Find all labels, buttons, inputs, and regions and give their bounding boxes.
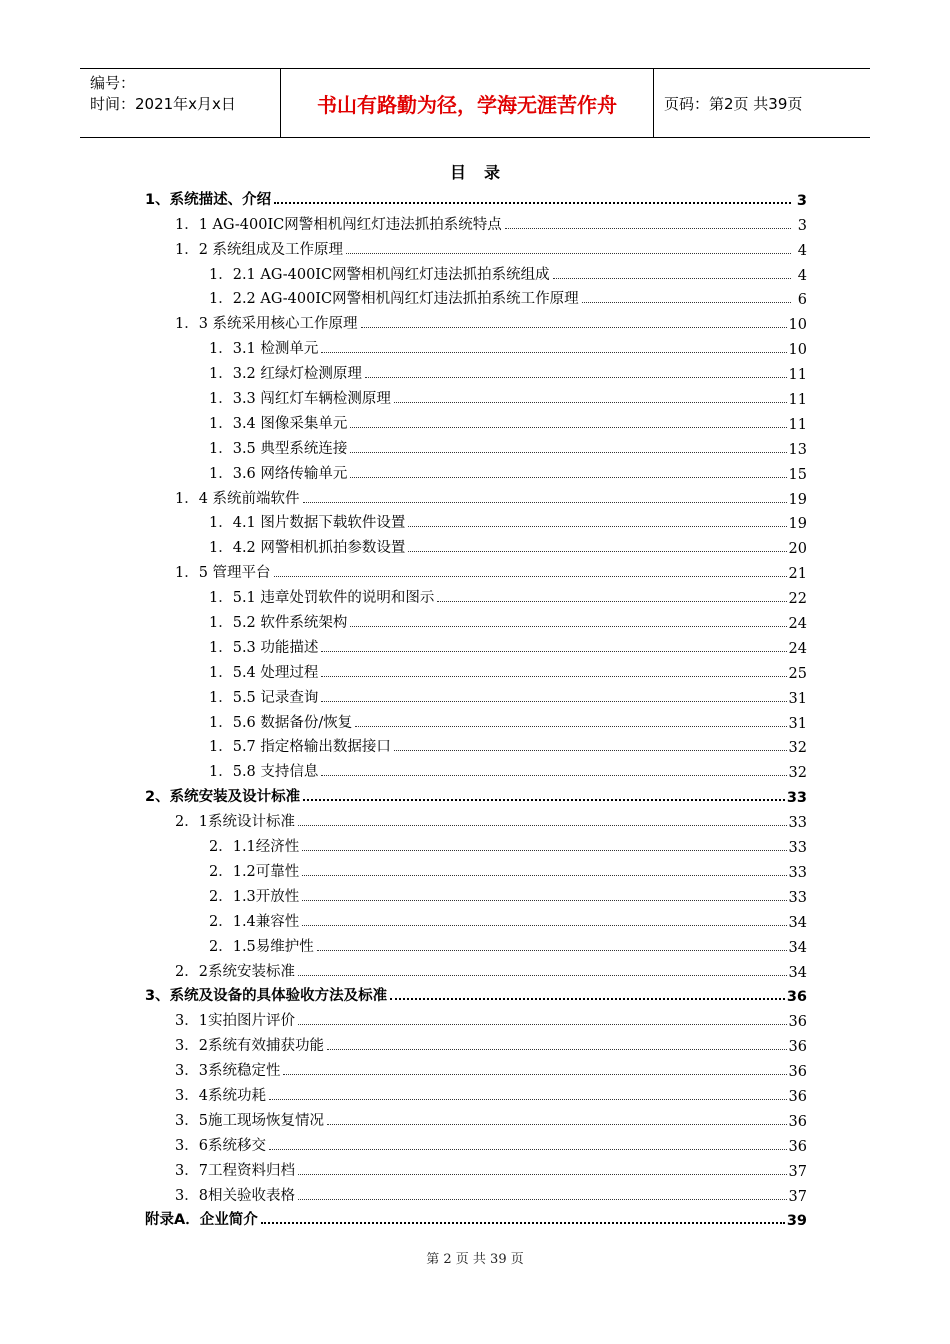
toc-entry-page: 36: [788, 1064, 807, 1081]
table-of-contents: [145, 184, 807, 1229]
toc-entry-title: 1．3.4 图像采集单元: [209, 412, 348, 433]
toc-entry-page: 33: [788, 815, 807, 832]
toc-entry-title: 1．5.3 功能描述: [209, 636, 319, 657]
toc-entry[interactable]: [145, 333, 807, 358]
toc-entry-title: 1．3.2 红绿灯检测原理: [209, 362, 363, 383]
toc-entry[interactable]: [145, 532, 807, 557]
toc-entry[interactable]: [145, 408, 807, 433]
toc-entry[interactable]: [145, 1105, 807, 1130]
toc-dot-leader: [302, 900, 786, 901]
toc-dot-leader: [261, 1222, 785, 1224]
toc-entry[interactable]: [145, 1005, 807, 1030]
toc-entry-title: 1．5.5 记录查询: [209, 686, 319, 707]
toc-dot-leader: [298, 1174, 787, 1175]
toc-entry[interactable]: [145, 956, 807, 981]
toc-dot-leader: [269, 1149, 787, 1150]
toc-dot-leader: [350, 626, 786, 627]
toc-entry[interactable]: [145, 458, 807, 483]
toc-entry-title: 2．1.5易维护性: [209, 935, 315, 956]
toc-entry-page: 4: [793, 268, 807, 284]
toc-dot-leader: [553, 278, 791, 279]
toc-entry-title: 2．1.4兼容性: [209, 910, 300, 931]
toc-entry-page: 22: [788, 591, 807, 608]
toc-entry-title: 1．3.5 典型系统连接: [209, 437, 348, 458]
toc-dot-leader: [437, 601, 786, 602]
toc-entry-page: 36: [788, 1138, 807, 1155]
toc-entry[interactable]: [145, 383, 807, 408]
toc-entry-title: 2．1.1经济性: [209, 835, 300, 856]
toc-dot-leader: [321, 676, 786, 677]
toc-entry-page: 10: [788, 317, 807, 334]
toc-entry[interactable]: [145, 184, 807, 209]
toc-dot-leader: [350, 427, 786, 428]
document-number-label: 编号：: [90, 74, 136, 92]
toc-entry-title: 1．3 系统采用核心工作原理: [175, 312, 359, 333]
toc-entry[interactable]: [145, 1030, 807, 1055]
toc-entry-title: 1、系统描述、介绍: [145, 188, 272, 209]
toc-dot-leader: [505, 228, 791, 229]
toc-entry-title: 1．5.4 处理过程: [209, 661, 319, 682]
toc-dot-leader: [361, 327, 787, 328]
toc-dot-leader: [346, 253, 791, 254]
toc-entry-page: 11: [788, 367, 807, 384]
toc-entry-page: 33: [786, 790, 807, 807]
toc-dot-leader: [298, 1199, 787, 1200]
toc-entry-title: 1．3.3 闯红灯车辆检测原理: [209, 387, 392, 408]
toc-entry-page: 34: [788, 939, 807, 956]
toc-entry-page: 36: [786, 989, 807, 1006]
toc-entry[interactable]: [145, 557, 807, 582]
toc-entry-title: 3．5施工现场恢复情况: [175, 1109, 325, 1130]
toc-entry-title: 1．3.1 检测单元: [209, 337, 319, 358]
toc-dot-leader: [394, 750, 787, 751]
toc-entry[interactable]: [145, 508, 807, 533]
toc-entry[interactable]: [145, 781, 807, 806]
toc-dot-leader: [365, 377, 787, 378]
toc-entry-title: 1．4.1 图片数据下载软件设置: [209, 511, 406, 532]
toc-entry-title: 1．5.7 指定格输出数据接口: [209, 735, 392, 756]
toc-entry-title: 3．6系统移交: [175, 1134, 267, 1155]
toc-entry-title: 3．1实拍图片评价: [175, 1009, 296, 1030]
toc-entry-title: 1．4 系统前端软件: [175, 487, 301, 508]
toc-entry-title: 2．2系统安装标准: [175, 960, 296, 981]
document-date-label: 时间：2021年x月x日: [90, 95, 236, 113]
toc-title: 目录: [449, 163, 518, 182]
toc-entry-page: 24: [788, 616, 807, 633]
toc-dot-leader: [582, 302, 791, 303]
toc-entry-title: 1．5.8 支持信息: [209, 760, 319, 781]
toc-entry[interactable]: [145, 1180, 807, 1205]
toc-entry[interactable]: [145, 906, 807, 931]
toc-entry-page: 31: [788, 690, 807, 707]
toc-entry-page: 36: [788, 1014, 807, 1031]
toc-dot-leader: [408, 526, 786, 527]
toc-dot-leader: [317, 950, 787, 951]
toc-entry-title: 1．5.2 软件系统架构: [209, 611, 348, 632]
toc-entry[interactable]: [145, 209, 807, 234]
toc-entry-page: 34: [788, 964, 807, 981]
toc-entry[interactable]: [145, 1055, 807, 1080]
toc-entry-page: 11: [788, 392, 807, 409]
toc-entry[interactable]: [145, 358, 807, 383]
toc-entry-title: 1．1 AG-400IC网警相机闯红灯违法抓拍系统特点: [175, 213, 503, 234]
toc-entry-page: 36: [788, 1039, 807, 1056]
toc-entry-page: 39: [786, 1213, 807, 1230]
toc-dot-leader: [394, 402, 787, 403]
toc-dot-leader: [303, 502, 787, 503]
toc-entry[interactable]: [145, 607, 807, 632]
toc-dot-leader: [302, 875, 786, 876]
toc-dot-leader: [327, 1049, 787, 1050]
toc-entry-page: 33: [788, 864, 807, 881]
toc-entry-page: 32: [788, 740, 807, 757]
toc-entry-title: 3．4系统功耗: [175, 1084, 267, 1105]
toc-entry-page: 36: [788, 1113, 807, 1130]
toc-entry-title: 3、系统及设备的具体验收方法及标准: [145, 984, 388, 1005]
toc-entry-page: 6: [793, 292, 807, 308]
toc-entry[interactable]: [145, 756, 807, 781]
toc-dot-leader: [321, 352, 786, 353]
toc-dot-leader: [298, 975, 787, 976]
toc-entry[interactable]: [145, 657, 807, 682]
toc-entry-title: 1．5.1 违章处罚软件的说明和图示: [209, 586, 435, 607]
page-header: [80, 68, 870, 138]
header-page-label: 页码：第2页 共39页: [664, 94, 803, 113]
toc-dot-leader: [302, 925, 786, 926]
toc-entry-page: 33: [788, 889, 807, 906]
toc-entry-title: 1．2 系统组成及工作原理: [175, 238, 344, 259]
toc-entry-page: 33: [788, 840, 807, 857]
toc-entry-page: 31: [788, 715, 807, 732]
toc-entry-title: 1．3.6 网络传输单元: [209, 462, 348, 483]
toc-dot-leader: [327, 1124, 787, 1125]
toc-entry[interactable]: [145, 831, 807, 856]
toc-dot-leader: [321, 701, 786, 702]
toc-entry-title: 附录A．企业简介: [145, 1208, 259, 1229]
toc-entry-title: 1．5 管理平台: [175, 561, 272, 582]
toc-entry-page: 15: [788, 466, 807, 483]
toc-entry-title: 3．8相关验收表格: [175, 1184, 296, 1205]
toc-entry-title: 2．1系统设计标准: [175, 810, 296, 831]
toc-entry-page: 21: [788, 566, 807, 583]
toc-entry-page: 34: [788, 914, 807, 931]
toc-entry-title: 3．3系统稳定性: [175, 1059, 281, 1080]
toc-entry-page: 11: [788, 416, 807, 433]
toc-dot-leader: [350, 477, 786, 478]
toc-dot-leader: [269, 1099, 787, 1100]
toc-entry[interactable]: [145, 881, 807, 906]
toc-entry-page: 37: [788, 1163, 807, 1180]
toc-entry-page: 32: [788, 765, 807, 782]
toc-entry[interactable]: [145, 284, 807, 309]
toc-entry-page: 4: [793, 243, 807, 259]
toc-entry-page: 20: [788, 541, 807, 558]
toc-entry-page: 19: [788, 491, 807, 508]
page-footer: 第 2 页 共 39 页: [426, 1252, 524, 1267]
header-motto: 书山有路勤为径，学海无涯苦作舟: [281, 69, 654, 137]
toc-entry-page: 3: [793, 218, 807, 234]
toc-dot-leader: [355, 726, 786, 727]
toc-entry[interactable]: [145, 433, 807, 458]
toc-dot-leader: [390, 998, 785, 1000]
toc-entry-page: 3: [793, 193, 807, 209]
toc-entry-title: 1．2.2 AG-400IC网警相机闯红灯违法抓拍系统工作原理: [209, 287, 580, 308]
toc-entry[interactable]: [145, 931, 807, 956]
toc-entry[interactable]: [145, 707, 807, 732]
toc-dot-leader: [321, 651, 786, 652]
toc-entry-page: 37: [788, 1188, 807, 1205]
toc-entry-title: 1．2.1 AG-400IC网警相机闯红灯违法抓拍系统组成: [209, 263, 551, 284]
toc-entry-title: 2．1.3开放性: [209, 885, 300, 906]
toc-dot-leader: [303, 799, 785, 801]
toc-entry-title: 1．4.2 网警相机抓拍参数设置: [209, 536, 406, 557]
toc-entry-title: 1．5.6 数据备份/恢复: [209, 711, 353, 732]
toc-entry-page: 24: [788, 640, 807, 657]
toc-dot-leader: [408, 551, 786, 552]
toc-dot-leader: [321, 775, 786, 776]
toc-entry-title: 2、系统安装及设计标准: [145, 785, 301, 806]
toc-entry[interactable]: [145, 234, 807, 259]
toc-entry[interactable]: [145, 632, 807, 657]
toc-dot-leader: [302, 850, 786, 851]
toc-dot-leader: [350, 452, 786, 453]
toc-entry[interactable]: [145, 483, 807, 508]
toc-entry[interactable]: [145, 806, 807, 831]
toc-entry[interactable]: [145, 259, 807, 284]
toc-entry-title: 2．1.2可靠性: [209, 860, 300, 881]
toc-dot-leader: [298, 1024, 787, 1025]
toc-entry-title: 3．2系统有效捕获功能: [175, 1034, 325, 1055]
toc-entry-page: 19: [788, 516, 807, 533]
toc-entry-title: 3．7工程资料归档: [175, 1159, 296, 1180]
toc-dot-leader: [274, 576, 787, 577]
toc-dot-leader: [283, 1074, 786, 1075]
toc-dot-leader: [274, 202, 791, 204]
toc-entry[interactable]: [145, 1205, 807, 1230]
toc-entry[interactable]: [145, 682, 807, 707]
toc-entry[interactable]: [145, 582, 807, 607]
toc-entry[interactable]: [145, 856, 807, 881]
toc-entry[interactable]: [145, 308, 807, 333]
toc-entry[interactable]: [145, 981, 807, 1006]
toc-entry-page: 10: [788, 342, 807, 359]
toc-entry-page: 36: [788, 1088, 807, 1105]
toc-entry[interactable]: [145, 1080, 807, 1105]
toc-entry[interactable]: [145, 1155, 807, 1180]
toc-dot-leader: [298, 825, 787, 826]
toc-entry[interactable]: [145, 1130, 807, 1155]
toc-entry[interactable]: [145, 732, 807, 757]
toc-entry-page: 13: [788, 441, 807, 458]
toc-entry-page: 25: [788, 665, 807, 682]
header-meta: [80, 69, 281, 137]
